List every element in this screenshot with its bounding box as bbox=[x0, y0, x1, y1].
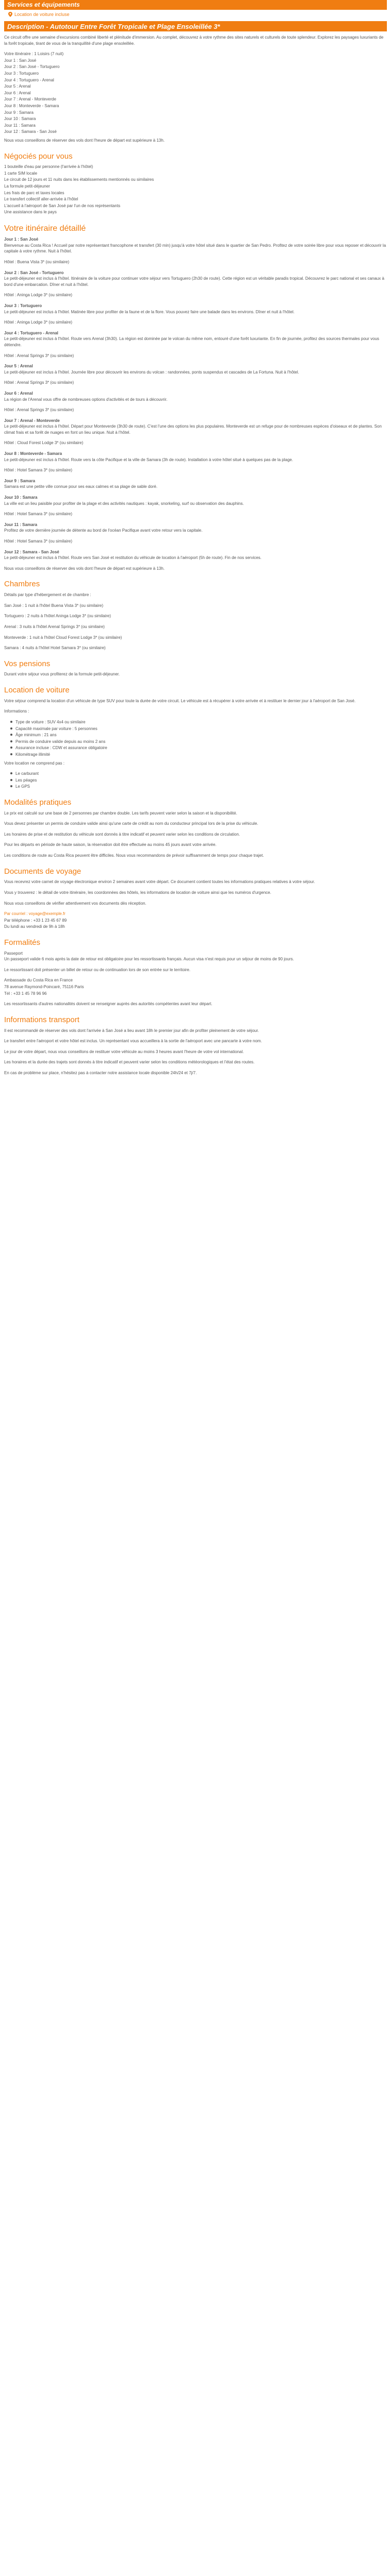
day-hotel: Hôtel : Aninga Lodge 3* (ou similaire) bbox=[4, 293, 73, 298]
car-item: Permis de conduire valide depuis au moins 2 ans bbox=[4, 739, 387, 745]
day-text: Le petit-déjeuner est inclus à l'hôtel. Journée libre pour découvrir les environs du volcan : randonnées, ponts suspendus et cascades de La Fortuna. Nuit à l'hôtel. bbox=[4, 369, 299, 375]
section-practical-title: Modalités pratiques bbox=[4, 798, 72, 807]
intro-text: Ce circuit offre une semaine d'excursions combiné liberté et plénitude d'immersion. Au complet, découvrez à votre rythme des sites naturels et culturels de toute splendeur. Explorez les paysages luxuriants de la forêt tropicale, tirant de vous de la tranquillité d'une plage ensoleillée. bbox=[4, 35, 384, 46]
transport-text: En cas de problème sur place, n'hésitez pas à contacter notre assistance locale disponible 24h/24 et 7j/7. bbox=[4, 1070, 197, 1075]
day-text: Le petit-déjeuner est inclus à l'hôtel. Matinée libre pour profiter de la faune et de la flore. Vous pouvez faire une balade dans les environs. Dîner et nuit à l'hôtel. bbox=[4, 309, 295, 314]
room-line: Samara : 4 nuits à l'hôtel Hotel Samara 3* (ou similaire) bbox=[4, 646, 106, 651]
documents-text: Vous recevrez votre carnet de voyage électronique environ 2 semaines avant votre départ. Ce document contient toutes les informations pratiques relatives à votre séjour. bbox=[4, 879, 315, 885]
negotiated-item: Une assistance dans le pays bbox=[4, 210, 57, 215]
summary-line: Jour 6 : Arenal bbox=[4, 90, 31, 95]
bullet-icon bbox=[10, 753, 12, 755]
embassy-name: Ambassade du Costa Rica en France bbox=[4, 978, 73, 983]
negotiated-item: La formule petit-déjeuner bbox=[4, 184, 50, 189]
transport-text: Il est recommandé de réserver des vols dont l'arrivée à San José a lieu avant 18h le premier jour afin de profiter pleinement de votre séjour. bbox=[4, 1028, 259, 1033]
car-excluded-item: Le GPS bbox=[4, 784, 387, 790]
day-text: La région de l'Arenal vous offre de nombreuses options d'activités et de tours à découvrir. bbox=[4, 397, 168, 402]
day-hotel: Hôtel : Arenal Springs 3* (ou similaire) bbox=[4, 353, 74, 358]
formalities-subtitle: Passeport bbox=[4, 951, 23, 956]
car-excluded-item: Les péages bbox=[4, 777, 387, 784]
practical-text: Pour les départs en période de haute saison, la réservation doit être effectuée au moins 45 jours avant votre arrivée. bbox=[4, 842, 217, 848]
location-row bbox=[4, 10, 387, 21]
transport-text: Le transfert entre l'aéroport et votre hôtel est inclus. Un représentant vous accueillera à la sortie de l'aéroport avec une pancarte à votre nom. bbox=[4, 1039, 262, 1044]
practical-text: Vous devez présenter un permis de conduire valide ainsi qu'une carte de crédit au nom du conducteur principal lors de la prise du véhicule. bbox=[4, 821, 258, 826]
embassy-phone: Tél : +33 1 45 78 96 96 bbox=[4, 991, 47, 996]
day-text: Bienvenue au Costa Rica ! Accueil par notre représentant francophone et transfert (30 min) jusqu'à votre hôtel situé dans le quartier de San Pedro. Profitez de votre soirée libre pour vous reposer et découvrir la capitale à votre rythme. Nuit à l'hôtel. bbox=[4, 243, 386, 254]
day-title: Jour 11 : Samara bbox=[4, 522, 38, 527]
summary-line: Jour 9 : Samara bbox=[4, 110, 34, 115]
summary-line: Jour 4 : Tortuguero - Arenal bbox=[4, 77, 54, 82]
car-item: Âge minimum : 21 ans bbox=[4, 732, 387, 738]
day-hotel: Hôtel : Cloud Forest Lodge 3* (ou similaire) bbox=[4, 440, 84, 446]
car-item: Type de voiture : SUV 4x4 ou similaire bbox=[4, 719, 387, 725]
contact-hours: Du lundi au vendredi de 9h à 18h bbox=[4, 924, 65, 929]
day-title: Jour 1 : San José bbox=[4, 237, 39, 242]
section-car-title: Location de voiture bbox=[4, 686, 70, 695]
day-title: Jour 2 : San José - Tortuguero bbox=[4, 270, 64, 275]
day-hotel: Hôtel : Hotel Samara 3* (ou similaire) bbox=[4, 539, 73, 544]
practical-text: Les conditions de route au Costa Rica peuvent être difficiles. Nous vous recommandons de prévoir suffisamment de temps pour chaque trajet. bbox=[4, 853, 264, 858]
day-title: Jour 4 : Tortuguero - Arenal bbox=[4, 330, 58, 335]
day-hotel: Hôtel : Arenal Springs 3* (ou similaire) bbox=[4, 380, 74, 385]
formalities-text: Un passeport valide 6 mois après la date de retour est obligatoire pour les ressortissants français. Aucun visa n'est requis pour un séjour de moins de 90 jours. bbox=[4, 957, 294, 962]
flight-advice: Nous vous conseillons de réserver des vols dont l'heure de départ est supérieure à 13h. bbox=[4, 138, 165, 143]
summary-line: Jour 2 : San José - Tortuguero bbox=[4, 64, 60, 70]
bullet-icon bbox=[10, 747, 12, 749]
section-formalities-title: Formalités bbox=[4, 938, 41, 947]
summary-line: Jour 3 : Tortuguero bbox=[4, 71, 39, 76]
bullet-icon bbox=[10, 727, 12, 730]
itinerary-note: Nous vous conseillons de réserver des vols dont l'heure de départ est supérieure à 13h. bbox=[4, 566, 165, 571]
negotiated-item: L'accueil à l'aéroport de San José par l'un de nos représentants bbox=[4, 203, 121, 208]
day-hotel: Hôtel : Aninga Lodge 3* (ou similaire) bbox=[4, 320, 73, 325]
practical-text: Les horaires de prise et de restitution du véhicule sont donnés à titre indicatif et peuvent varier selon les conditions de circulation. bbox=[4, 832, 240, 837]
car-excluded-item: Le carburant bbox=[4, 771, 387, 777]
negotiated-list bbox=[4, 164, 387, 215]
bullet-icon bbox=[10, 740, 12, 742]
day-title: Jour 9 : Samara bbox=[4, 478, 36, 483]
transport-text: Les horaires et la durée des trajets sont donnés à titre indicatif et peuvent varier selon les conditions météorologiques et l'état des routes. bbox=[4, 1060, 255, 1065]
day-text: Profitez de votre dernière journée de détente au bord de l'océan Pacifique avant votre retour vers la capitale. bbox=[4, 528, 203, 533]
page-title: Description - Autotour Entre Forêt Tropicale et Plage Ensoleillée 3* bbox=[7, 23, 220, 31]
day-title: Jour 12 : Samara - San José bbox=[4, 549, 59, 554]
day-text: La ville est un lieu paisible pour profiter de la plage et des activités nautiques : kayak, snorkeling, surf ou observation des dauphins. bbox=[4, 501, 244, 506]
day-text: Le petit-déjeuner est inclus à l'hôtel. Route vers Arenal (3h30). La région est dominée par le volcan du même nom, entouré d'une forêt luxuriante. En fin de journée, profitez des sources thermales pour vous détendre. bbox=[4, 336, 380, 347]
summary-line: Jour 7 : Arenal - Monteverde bbox=[4, 97, 56, 102]
section-transport-title: Informations transport bbox=[4, 1015, 79, 1024]
services-band bbox=[4, 0, 387, 10]
summary-line: Jour 12 : Samara - San José bbox=[4, 129, 57, 134]
day-title: Jour 7 : Arenal - Monteverde bbox=[4, 418, 60, 423]
summary-line: Votre itinéraire : 1 Loisirs (7 nuit) bbox=[4, 52, 64, 57]
day-text: Le petit-déjeuner est inclus à l'hôtel. Itinéraire de la voiture pour continuer votre séjour vers Tortuguero (2h30 de route). Cette région est un véritable paradis tropical. Découvrez le parc national et ses canaux à bord d'une embarcation. Dîner et nuit à l'hôtel. bbox=[4, 276, 384, 287]
negotiated-item: 1 carte SIM locale bbox=[4, 171, 38, 176]
day-text: Le petit-déjeuner est inclus à l'hôtel. Route vers la côte Pacifique et la ville de Samara (3h de route). Installation à votre hôtel situé à quelques pas de la plage. bbox=[4, 457, 294, 462]
negotiated-item: 1 bouteille d'eau par personne (l'arrivée à l'hôtel) bbox=[4, 164, 93, 170]
day-title: Jour 6 : Arenal bbox=[4, 391, 33, 396]
day-text: Le petit-déjeuner est inclus à l'hôtel. Départ pour Monteverde (3h30 de route). C'est l'une des options les plus populaires. Monteverde est un refuge pour de nombreuses espèces d'oiseaux et de plantes. Son climat frais et sa forêt de nuages en font un lieu unique. Nuit à l'hôtel. bbox=[4, 424, 382, 435]
car-excluded-label: Votre location ne comprend pas : bbox=[4, 760, 64, 766]
formalities-text: Les ressortissants d'autres nationalités doivent se renseigner auprès des autorités compétentes avant leur départ. bbox=[4, 1002, 213, 1007]
formalities-text: Le ressortissant doit présenter un billet de retour ou de continuation lors de son entrée sur le territoire. bbox=[4, 967, 191, 972]
location-label: Location de voiture incluse bbox=[14, 12, 70, 17]
transport-text: Le jour de votre départ, nous vous conseillons de restituer votre véhicule au moins 3 heures avant l'heure de votre vol international. bbox=[4, 1049, 244, 1054]
day-hotel: Hôtel : Arenal Springs 3* (ou similaire) bbox=[4, 408, 74, 413]
documents-text: Nous vous conseillons de vérifier attentivement vos documents dès réception. bbox=[4, 901, 146, 906]
contact-phone: Par téléphone : +33 1 23 45 67 89 bbox=[4, 918, 67, 923]
summary-line: Jour 11 : Samara bbox=[4, 123, 36, 128]
board-text: Durant votre séjour vous profiterez de la formule petit-déjeuner. bbox=[4, 672, 120, 677]
summary-line: Jour 10 : Samara bbox=[4, 116, 36, 122]
summary-line: Jour 1 : San José bbox=[4, 58, 37, 63]
map-pin-icon bbox=[8, 12, 12, 17]
section-documents-title: Documents de voyage bbox=[4, 867, 82, 876]
negotiated-item: Les frais de parc et taxes locales bbox=[4, 190, 64, 195]
negotiated-item: Le transfert collectif aller-arrivée à l'hôtel bbox=[4, 197, 78, 202]
car-item: Assurance incluse : CDW et assurance obligatoire bbox=[4, 745, 387, 751]
room-line: Tortuguero : 2 nuits à l'hôtel Aninga Lodge 3* (ou similaire) bbox=[4, 614, 111, 619]
embassy-address: 78 avenue Raymond-Poincaré, 75116 Paris bbox=[4, 985, 84, 990]
rooms-intro: Détails par type d'hébergement et de chambre : bbox=[4, 592, 91, 598]
day-hotel: Hôtel : Buena Vista 3* (ou similaire) bbox=[4, 260, 70, 265]
room-line: San José : 1 nuit à l'hôtel Buena Vista 3* (ou similaire) bbox=[4, 603, 104, 608]
day-hotel: Hôtel : Hotel Samara 3* (ou similaire) bbox=[4, 512, 73, 517]
section-negotiated-title: Négociés pour vous bbox=[4, 151, 73, 161]
car-item: Capacité maximale par voiture : 5 personnes bbox=[4, 726, 387, 732]
section-itinerary-title: Votre itinéraire détaillé bbox=[4, 224, 86, 233]
contact-email-link[interactable]: Par courriel : voyage@exemple.fr bbox=[4, 911, 66, 917]
room-line: Arenal : 3 nuits à l'hôtel Arenal Springs 3* (ou similaire) bbox=[4, 624, 105, 629]
day-text: Le petit-déjeuner est inclus à l'hôtel. Route vers San José et restitution du véhicule de location à l'aéroport (5h de route). Fin de nos services. bbox=[4, 555, 262, 561]
car-item: Kilométrage illimité bbox=[4, 752, 387, 758]
bullet-icon bbox=[10, 779, 12, 781]
section-board-title: Vos pensions bbox=[4, 659, 51, 668]
itinerary-summary bbox=[4, 51, 387, 135]
day-hotel: Hôtel : Hotel Samara 3* (ou similaire) bbox=[4, 468, 73, 473]
documents-text: Vous y trouverez : le détail de votre itinéraire, les coordonnées des hôtels, les informations de location de voiture ainsi que les numéros d'urgence. bbox=[4, 890, 271, 895]
section-rooms-title: Chambres bbox=[4, 580, 40, 589]
summary-line: Jour 8 : Monteverde - Samara bbox=[4, 103, 59, 108]
bullet-icon bbox=[10, 734, 12, 736]
negotiated-item: Le circuit de 12 jours et 11 nuits dans les établissements mentionnés ou similaires bbox=[4, 177, 154, 182]
car-info-label: Informations : bbox=[4, 709, 29, 714]
summary-line: Jour 5 : Arenal bbox=[4, 84, 31, 89]
day-title: Jour 5 : Arenal bbox=[4, 364, 33, 369]
bullet-icon bbox=[10, 721, 12, 723]
day-title: Jour 8 : Monteverde - Samara bbox=[4, 451, 62, 456]
practical-text: Le prix est calculé sur une base de 2 personnes par chambre double. Les tarifs peuvent varier selon la saison et la disponibilité. bbox=[4, 810, 237, 816]
services-title: Services et équipements bbox=[7, 1, 80, 8]
bullet-icon bbox=[10, 785, 12, 787]
room-line: Monteverde : 1 nuit à l'hôtel Cloud Forest Lodge 3* (ou similaire) bbox=[4, 635, 122, 640]
car-text: Votre séjour comprend la location d'un véhicule de type SUV pour toute la durée de votre circuit. Le véhicule est à récupérer à votre arrivée et à restituer le dernier jour à l'aéroport de San José. bbox=[4, 698, 356, 703]
day-title: Jour 3 : Tortuguero bbox=[4, 303, 42, 308]
bullet-icon bbox=[10, 772, 12, 774]
day-title: Jour 10 : Samara bbox=[4, 495, 38, 500]
description-band bbox=[4, 21, 387, 31]
day-text: Samara est une petite ville connue pour ses eaux calmes et sa plage de sable doré. bbox=[4, 484, 158, 489]
